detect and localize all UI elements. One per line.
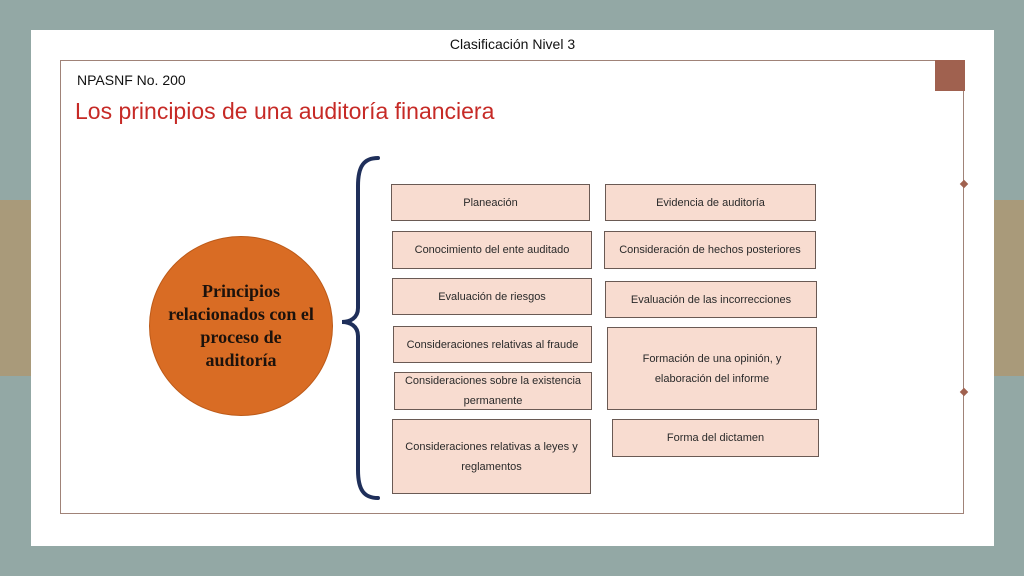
principle-box-label: Evaluación de riesgos <box>438 290 546 303</box>
principle-box-label: Conocimiento del ente auditado <box>414 244 570 256</box>
principle-box-label: Formación de una opinión, y elaboración del informe <box>642 352 782 385</box>
frame-corner-square <box>935 60 965 91</box>
principle-box-label: Consideración de hechos posteriores <box>619 244 801 256</box>
principle-box-label: Forma del dictamen <box>666 432 765 444</box>
principle-box-label: Evaluación de las incorrecciones <box>630 293 792 306</box>
curly-brace-connector <box>336 156 382 500</box>
principle-box-existencia-permanente <box>394 372 592 410</box>
principle-box-forma-dictamen <box>612 419 819 457</box>
center-node-label: Principios relacionados con el proceso de auditoría <box>168 281 314 370</box>
principle-box-leyes-reglamentos <box>392 419 591 494</box>
principle-box-opinion-informe <box>607 327 817 410</box>
principle-box-conocimiento <box>392 231 592 269</box>
slide-subtitle: NPASNF No. 200 <box>77 72 186 88</box>
principle-box-label: Consideraciones sobre la existencia permanente <box>404 375 582 407</box>
principle-box-fraude <box>393 326 592 363</box>
center-node <box>149 236 333 416</box>
slide <box>31 30 994 546</box>
classification-label: Clasificación Nivel 3 <box>449 36 576 52</box>
principle-box-hechos-posteriores <box>604 231 816 269</box>
left-accent-band <box>0 200 32 376</box>
principle-box-planeacion <box>391 184 590 221</box>
slide-title: Los principios de una auditoría financiera <box>75 98 495 124</box>
principle-box-evaluacion-riesgos <box>392 278 592 315</box>
principle-box-incorrecciones <box>605 281 817 318</box>
principle-box-label: Consideraciones relativas a leyes y reglamentos <box>405 440 578 473</box>
principle-box-evidencia <box>605 184 816 221</box>
principle-box-label: Evidencia de auditoría <box>656 196 765 209</box>
principle-box-label: Planeación <box>463 196 518 209</box>
principle-box-label: Consideraciones relativas al fraude <box>406 338 579 351</box>
